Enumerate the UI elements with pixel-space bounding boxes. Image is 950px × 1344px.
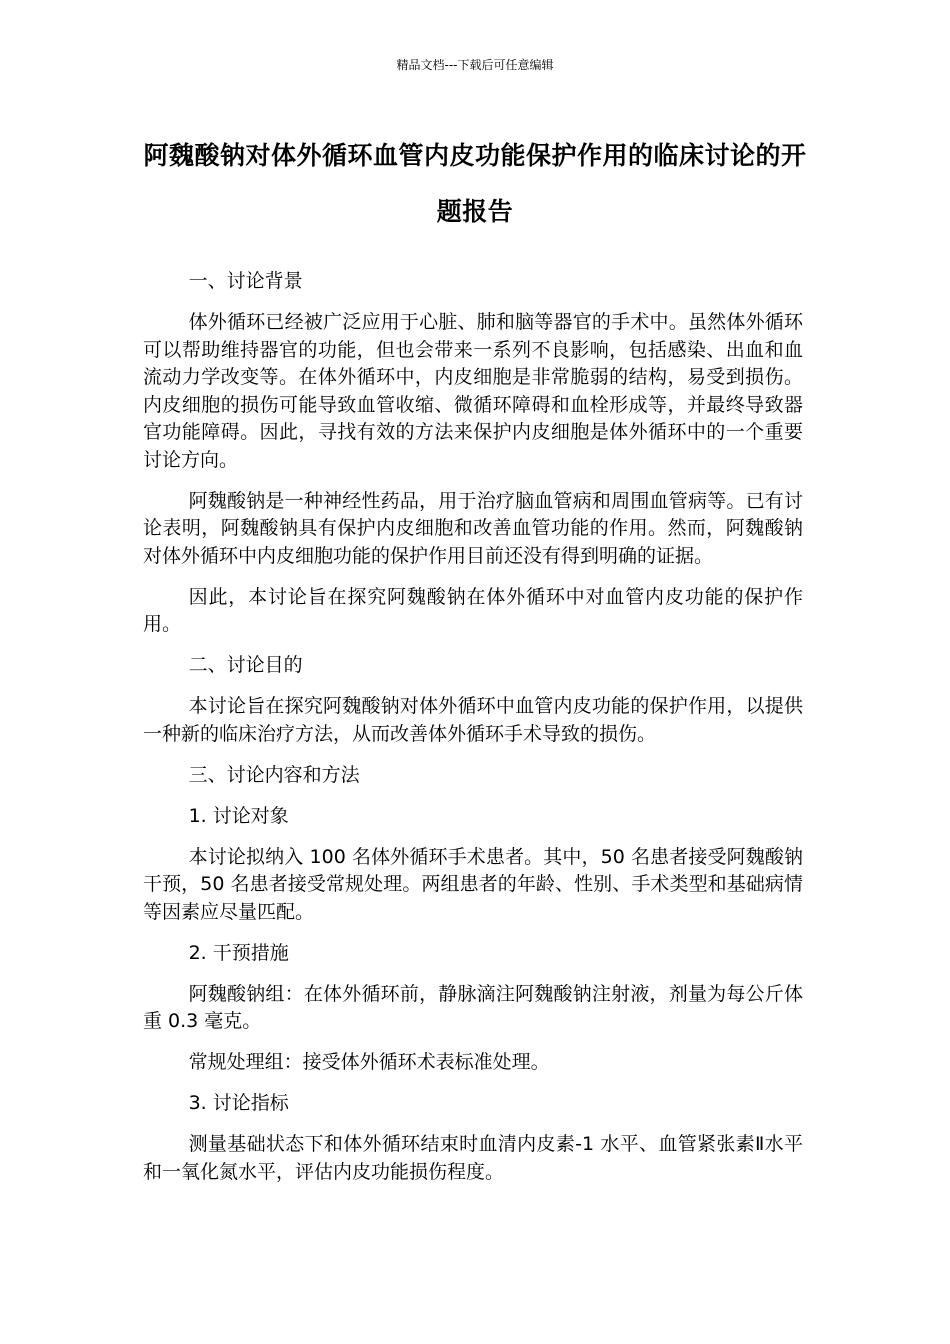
paragraph-intervention-1: 阿魏酸钠组：在体外循环前，静脉滴注阿魏酸钠注射液，剂量为每公斤体重 0.3 毫克。 (143, 982, 803, 1032)
document-title: 阿魏酸钠对体外循环血管内皮功能保护作用的临床讨论的开题报告 (143, 141, 807, 226)
paragraph-indicator-1: 测量基础状态下和体外循环结束时血清内皮素-1 水平、血管紧张素Ⅱ水平和一氧化氮水平，评估内皮功能损伤程度。 (143, 1133, 803, 1183)
paragraph-background-3: 因此，本讨论旨在探究阿魏酸钠在体外循环中对血管内皮功能的保护作用。 (143, 585, 803, 635)
subsection-heading-indicator: 3. 讨论指标 (188, 1092, 289, 1114)
header-note: 精品文档---下载后可任意编辑 (396, 58, 554, 72)
subsection-heading-intervention: 2. 干预措施 (188, 941, 289, 964)
paragraph-background-1: 体外循环已经被广泛应用于心脏、肺和脑等器官的手术中。虽然体外循环可以帮助维持器官的功能，但也会带来一系列不良影响，包括感染、出血和血流动力学改变等。在体外循环中，内皮细胞是非常脆弱的结构，易受到损伤。内皮细胞的损伤可能导致血管收缩、微循环障碍和血栓形成等，并最终导致器官功能障碍。因此，寻找有效的方法来保护内皮细胞是体外循环中的一个重要讨论方向。 (143, 311, 803, 471)
paragraph-purpose-1: 本讨论旨在探究阿魏酸钠对体外循环中血管内皮功能的保护作用，以提供一种新的临床治疗方法，从而改善体外循环手术导致的损伤。 (143, 695, 803, 745)
subsection-heading-subject: 1. 讨论对象 (188, 804, 289, 827)
section-heading-background: 一、讨论背景 (188, 270, 303, 292)
paragraph-subject-1: 本讨论拟纳入 100 名体外循环手术患者。其中，50 名患者接受阿魏酸钠干预，50 名患者接受常规处理。两组患者的年龄、性别、手术类型和基础病情等因素应尽量匹配。 (143, 845, 803, 923)
paragraph-intervention-2: 常规处理组：接受体外循环术表标准处理。 (188, 1051, 550, 1073)
paragraph-background-2: 阿魏酸钠是一种神经性药品，用于治疗脑血管病和周围血管病等。已有讨论表明，阿魏酸钠具有保护内皮细胞和改善血管功能的作用。然而，阿魏酸钠对体外循环中内皮细胞功能的保护作用目前还没有得到明确的证据。 (143, 489, 803, 567)
section-heading-purpose: 二、讨论目的 (188, 654, 303, 676)
section-heading-content: 三、讨论内容和方法 (188, 763, 360, 786)
document-body (143, 268, 803, 1200)
